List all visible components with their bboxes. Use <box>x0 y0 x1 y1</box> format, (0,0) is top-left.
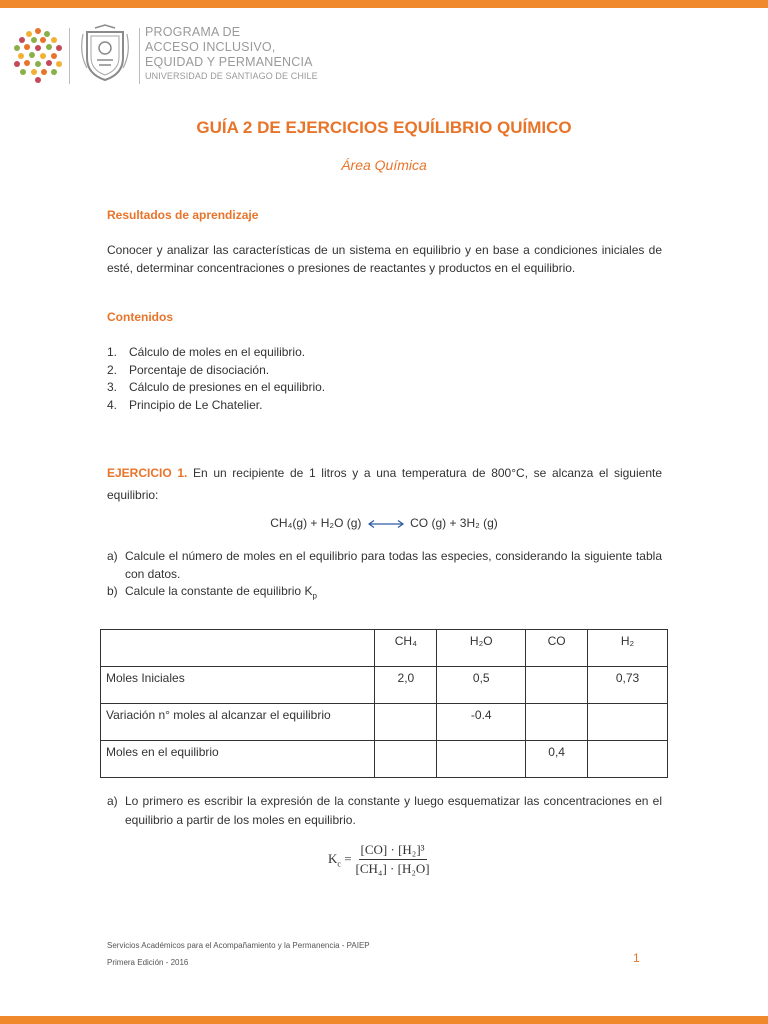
table-cell: Moles en el equilibrio <box>101 741 375 778</box>
resultados-text: Conocer y analizar las características de un sistema en equilibrio y en base a condiciones iniciales de esté, determinar concentraciones o presiones de reactantes y productos en el equilibrio. <box>107 243 662 275</box>
formula-subscript: c <box>337 859 341 869</box>
list-number: 1. <box>107 345 118 359</box>
list-text: Cálculo de moles en el equilibrio. <box>129 345 306 359</box>
formula-lhs: $K_c$ = <box>328 850 352 869</box>
table-cell: Moles Iniciales <box>101 667 375 704</box>
table-cell: 0,73 <box>588 667 668 704</box>
table-row <box>101 667 668 704</box>
org-university: UNIVERSIDAD DE SANTIAGO DE CHILE <box>145 71 318 81</box>
chemical-reaction <box>0 516 768 530</box>
question-b-text: Calcule la constante de equilibrio K <box>125 584 313 598</box>
solution-step <box>107 792 662 830</box>
ejercicio-label: EJERCICIO 1. <box>107 466 188 480</box>
table-header-cell: CH₄ <box>375 630 437 667</box>
table-cell <box>526 704 588 741</box>
table-cell <box>437 741 526 778</box>
ejercicio-statement <box>107 462 662 506</box>
resultados-heading: Resultados de aprendizaje <box>107 208 259 222</box>
list-number: 2. <box>107 362 118 377</box>
question-text <box>125 583 662 605</box>
solution-label: a) <box>107 794 118 808</box>
list-item <box>107 362 325 380</box>
table-cell <box>375 741 437 778</box>
table-header-cell <box>101 630 375 667</box>
list-item <box>107 344 325 362</box>
formula-fraction <box>356 842 430 877</box>
org-line: ACCESO INCLUSIVO, <box>145 40 276 54</box>
question-b <box>107 583 662 605</box>
footer-line: Primera Edición - 2016 <box>107 958 189 967</box>
table-cell: Variación n° moles al alcanzar el equilibrio <box>101 704 375 741</box>
data-table <box>100 629 668 778</box>
formula-denominator: [CH₄] · [H₂O] <box>355 861 430 876</box>
page-number: 1 <box>633 951 640 965</box>
questions <box>107 548 662 605</box>
table-header-row <box>101 630 668 667</box>
list-text: Principio de Le Chatelier. <box>129 397 263 412</box>
table-cell <box>375 704 437 741</box>
table-cell: 0,4 <box>526 741 588 778</box>
list-text: Porcentaje de disociación. <box>129 362 270 377</box>
list-text: Cálculo de presiones en el equilibrio. <box>129 380 326 394</box>
document-title: GUÍA 2 DE EJERCICIOS EQUÍLIBRIO QUÍMICO <box>196 118 572 137</box>
table-cell: 0,5 <box>437 667 526 704</box>
question-label: a) <box>107 549 118 563</box>
question-a <box>107 548 662 583</box>
logo-divider <box>69 28 70 84</box>
solution-a <box>107 792 662 830</box>
list-item <box>107 397 325 415</box>
reaction-reactants: CH₄(g) + H₂O (g) <box>270 516 362 530</box>
table-cell: -0.4 <box>437 704 526 741</box>
top-accent-bar <box>0 0 768 8</box>
contenidos-heading: Contenidos <box>107 310 173 324</box>
formula-numerator: [CO] · [H₂]³ <box>359 842 427 860</box>
university-seal-icon <box>75 24 135 84</box>
table-cell <box>588 704 668 741</box>
reaction-products: CO (g) + 3H₂ (g) <box>410 516 498 530</box>
table-cell <box>588 741 668 778</box>
equilibrium-arrow-icon <box>367 519 405 529</box>
table-row <box>101 704 668 741</box>
formula-symbol: K <box>328 850 338 866</box>
list-number: 3. <box>107 380 118 394</box>
footer-line: Servicios Académicos para el Acompañamiento y la Permanencia - PAIEP <box>107 941 370 950</box>
tree-dots-logo-icon <box>12 26 64 84</box>
bottom-accent-bar <box>0 1016 768 1024</box>
list-number: 4. <box>107 397 118 412</box>
question-label: b) <box>107 584 118 598</box>
org-line: PROGRAMA DE <box>145 25 241 39</box>
equilibrium-constant-formula <box>328 842 430 877</box>
ejercicio-text: En un recipiente de 1 litros y a una temperatura de 800°C, se alcanza el siguiente equilibrio: <box>107 466 663 502</box>
logo-divider <box>139 28 140 84</box>
page-footer <box>107 937 370 971</box>
table-header-cell: H₂O <box>437 630 526 667</box>
list-item <box>107 379 325 397</box>
table-row <box>101 741 668 778</box>
organization-name <box>145 25 318 83</box>
document-subtitle: Área Química <box>341 157 427 173</box>
org-line: EQUIDAD Y PERMANENCIA <box>145 55 313 69</box>
table-header-cell: H₂ <box>588 630 668 667</box>
contenidos-list <box>107 344 325 414</box>
question-b-subscript: p <box>312 591 317 601</box>
question-text: Calcule el número de moles en el equilibrio para todas las especies, considerando la siguiente tabla con datos. <box>125 549 662 581</box>
table-header-cell: CO <box>526 630 588 667</box>
table-cell: 2,0 <box>375 667 437 704</box>
solution-text: Lo primero es escribir la expresión de la constante y luego esquematizar las concentraciones en el equilibrio a partir de los moles en equilibrio. <box>125 794 662 827</box>
table-cell <box>526 667 588 704</box>
